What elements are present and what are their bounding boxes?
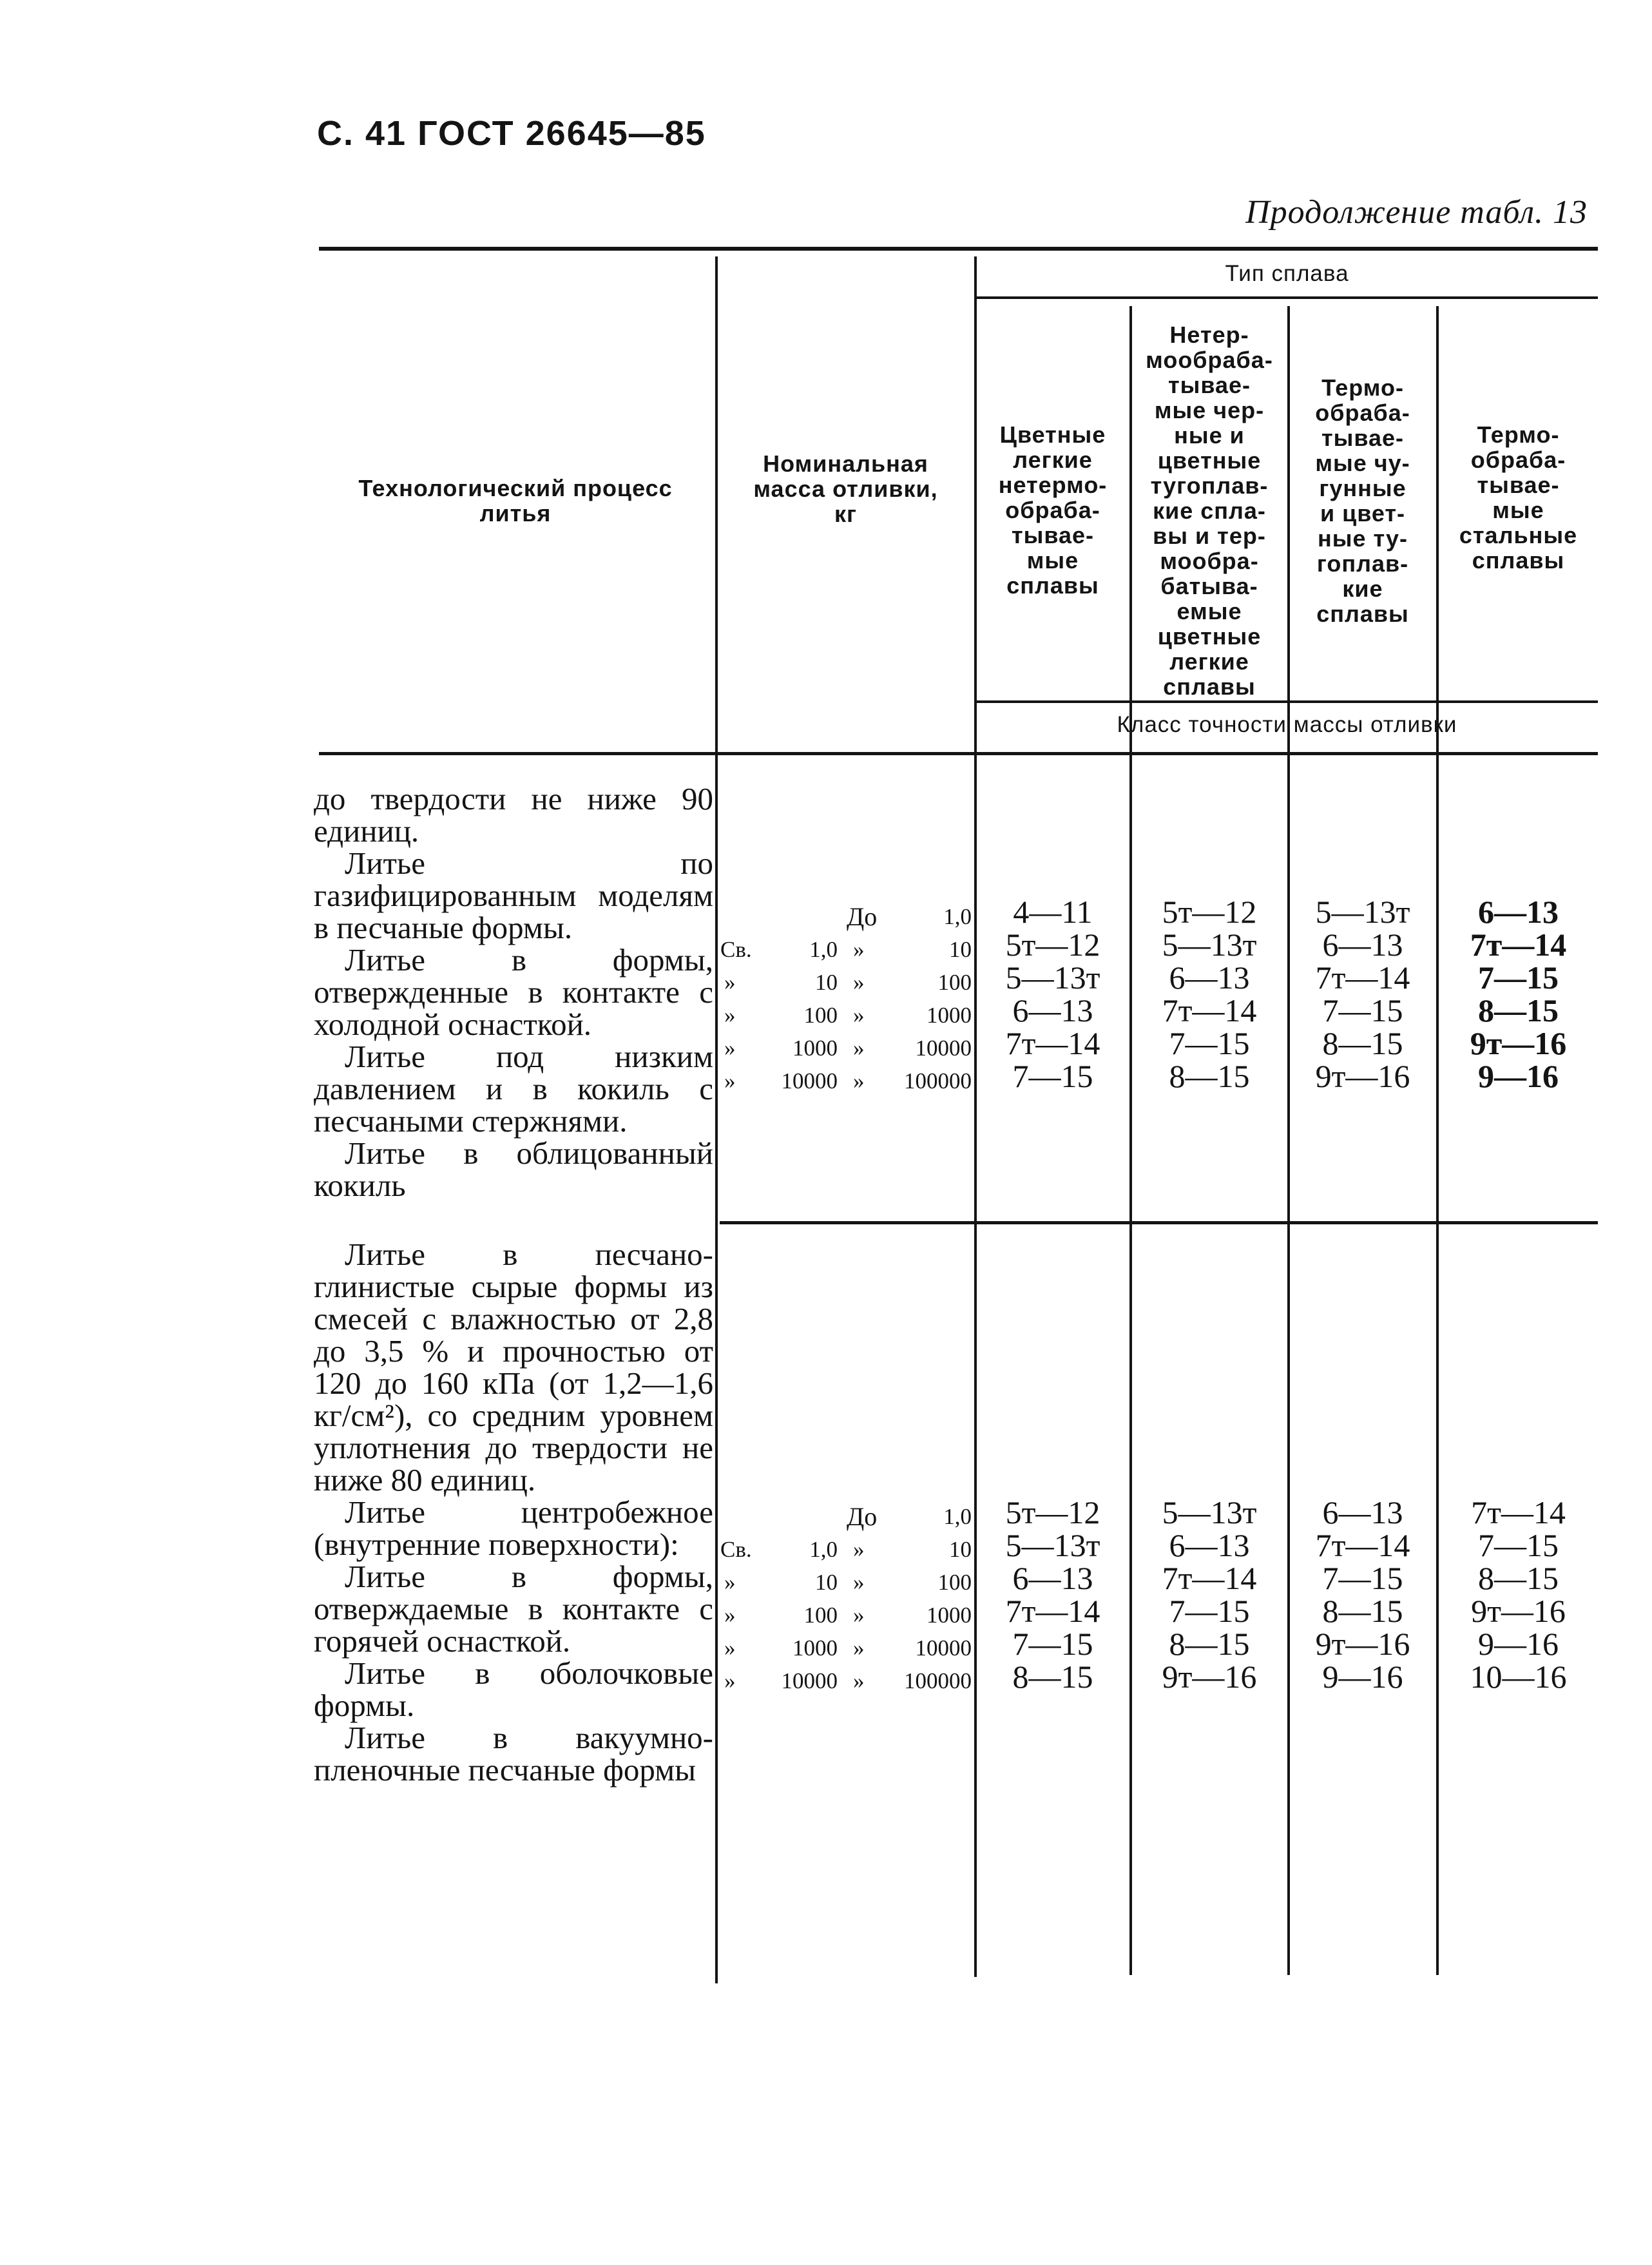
value-cell: 8—15 — [1322, 1025, 1403, 1061]
value-cell: 7т—14 — [1471, 1494, 1566, 1530]
value-cell: 9т—16 — [1315, 1058, 1410, 1094]
value-cell: 6—13 — [1478, 894, 1559, 930]
mass-range-row: » 10000 » 100000 — [724, 1668, 972, 1693]
group-separator-rule — [720, 1221, 1598, 1224]
value-cell: 6—13 — [1169, 1527, 1250, 1563]
value-cell: 5—13т — [1005, 1527, 1100, 1563]
process-line: Литье в вакуумно-пленочные песчаные формы — [314, 1720, 713, 1788]
group-1-col-1-values — [976, 896, 1129, 1093]
group-1-col-3-values — [1290, 896, 1436, 1093]
group-1-process — [314, 783, 713, 1202]
value-cell: 7т—14 — [1470, 927, 1567, 963]
mass-range-row: До 1,0 — [847, 902, 972, 931]
process-mass-divider — [715, 256, 718, 1983]
process-line: Литье под низким давлением и в кокиль с песчаными стержнями. — [314, 1039, 713, 1139]
header-bottom-rule — [319, 752, 1598, 755]
mass-range-row: » 100 » 1000 — [724, 1603, 972, 1628]
value-cell: 5т—12 — [1162, 894, 1257, 930]
value-cell: 5т—12 — [1005, 1494, 1100, 1530]
value-cell: 7—15 — [1478, 1527, 1559, 1563]
value-cell: 4—11 — [1013, 894, 1093, 930]
value-cell: 9—16 — [1322, 1659, 1403, 1695]
process-line: Литье в оболочковые формы. — [314, 1655, 713, 1723]
process-line: Литье в облицованный кокиль — [314, 1135, 713, 1203]
table-continuation-caption: Продолжение табл. 13 — [1245, 194, 1588, 231]
value-cell: 8—15 — [1169, 1058, 1250, 1094]
value-cell: 6—13 — [1322, 1494, 1403, 1530]
value-cell: 6—13 — [1169, 959, 1250, 996]
value-cell: 5т—12 — [1005, 927, 1100, 963]
value-cell: 9т—16 — [1162, 1659, 1257, 1695]
value-cell: 8—15 — [1322, 1593, 1403, 1629]
group-2-col-2-values — [1132, 1496, 1287, 1693]
header-alloy-col-4: Термо- обраба- тывае- мые стальные сплавы — [1459, 421, 1578, 573]
value-cell: 7—15 — [1012, 1058, 1093, 1094]
table-top-rule — [319, 247, 1598, 251]
value-cell: 7т—14 — [1162, 1560, 1257, 1596]
value-cell: 7т—14 — [1005, 1593, 1100, 1629]
header-alloy-col-2: Нетер- мообраба- тывае- мые чер- ные и цветные тугоплав- кие спла- вы и тер- мообра- батыва- емые цветные легкие сплавы — [1146, 322, 1273, 700]
header-accuracy-class: Класс точности массы отливки — [1117, 712, 1457, 737]
mass-range-row: Св. 1,0 » 10 — [720, 937, 972, 962]
value-cell: 8—15 — [1012, 1659, 1093, 1695]
header-alloy-col-3: Термо- обраба- тывае- мые чу- гунные и цвет- ные ту- гоплав- кие сплавы — [1315, 374, 1410, 627]
process-line: Литье по газифицированным моделям в песчаные формы. — [314, 845, 713, 945]
value-cell: 7—15 — [1012, 1626, 1093, 1662]
value-cell: 7т—14 — [1315, 959, 1410, 996]
value-cell: 7—15 — [1322, 992, 1403, 1028]
value-cell: 9т—16 — [1315, 1626, 1410, 1662]
value-cell: 8—15 — [1478, 1560, 1559, 1596]
group-2-col-4-values — [1439, 1496, 1598, 1693]
value-cell: 7т—14 — [1315, 1527, 1410, 1563]
group-1-mass-ranges — [718, 900, 973, 1097]
value-cell: 7т—14 — [1162, 992, 1257, 1028]
mass-range-row: » 1000 » 10000 — [724, 1635, 972, 1661]
value-cell: 5—13т — [1162, 927, 1257, 963]
value-cell: 7т—14 — [1005, 1025, 1100, 1061]
value-cell: 5—13т — [1162, 1494, 1257, 1530]
group-2-col-3-values — [1290, 1496, 1436, 1693]
value-cell: 6—13 — [1012, 992, 1093, 1028]
value-cell: 6—13 — [1012, 1560, 1093, 1596]
group-1-col-2-values — [1132, 896, 1287, 1093]
group-2-process — [314, 1239, 713, 1786]
mass-range-row: Св. 1,0 » 10 — [720, 1537, 972, 1562]
mass-range-row: » 10 » 100 — [724, 1570, 972, 1595]
header-alloy-col-1: Цветные легкие нетермо- обраба- тывае- мые сплавы — [998, 421, 1108, 599]
process-line: Литье центробежное (внутренние поверхности): — [314, 1494, 713, 1562]
value-cell: 5—13т — [1315, 894, 1410, 930]
process-line: Литье в формы, отверждаемые в контакте с горячей оснасткой. — [314, 1559, 713, 1659]
value-cell: 10—16 — [1470, 1659, 1567, 1695]
mass-range-row: » 1000 » 10000 — [724, 1036, 972, 1061]
value-cell: 5—13т — [1005, 959, 1100, 996]
group-2-col-1-values — [976, 1496, 1129, 1693]
mass-range-row: » 10 » 100 — [724, 970, 972, 995]
value-cell: 9—16 — [1478, 1058, 1559, 1094]
mass-range-row: До 1,0 — [847, 1502, 972, 1531]
group-2-mass-ranges — [718, 1500, 973, 1697]
value-cell: 7—15 — [1322, 1560, 1403, 1596]
value-cell: 9т—16 — [1471, 1593, 1566, 1629]
mass-range-row: » 10000 » 100000 — [724, 1068, 972, 1094]
header-process: Технологический процесс литья — [358, 475, 673, 526]
value-cell: 8—15 — [1169, 1626, 1250, 1662]
alloy-type-underline — [976, 296, 1598, 299]
group-1-col-4-values — [1439, 896, 1598, 1093]
header-alloy-type: Тип сплава — [1225, 261, 1349, 286]
process-line: до твердости не ниже 90 единиц. — [314, 781, 713, 849]
value-cell: 6—13 — [1322, 927, 1403, 963]
process-line: Литье в формы, отвержденные в контакте с холодной оснасткой. — [314, 942, 713, 1042]
value-cell: 8—15 — [1478, 992, 1559, 1028]
value-cell: 7—15 — [1169, 1025, 1250, 1061]
value-cell: 9—16 — [1478, 1626, 1559, 1662]
process-line: Литье в песчано-глинистые сырые формы из смесей с влажностью от 2,8 до 3,5 % и прочностью от 120 до 160 кПа (от 1,2—1,6 кг/см²), со средним уровнем уплотнения до твердости не ниже 80 единиц. — [314, 1237, 713, 1498]
value-cell: 9т—16 — [1470, 1025, 1567, 1061]
page-header: С. 41 ГОСТ 26645—85 — [317, 114, 706, 153]
mass-range-row: » 100 » 1000 — [724, 1003, 972, 1028]
value-cell: 7—15 — [1169, 1593, 1250, 1629]
value-cell: 7—15 — [1478, 959, 1559, 996]
header-nominal-mass: Номинальная масса отливки, кг — [753, 450, 938, 527]
